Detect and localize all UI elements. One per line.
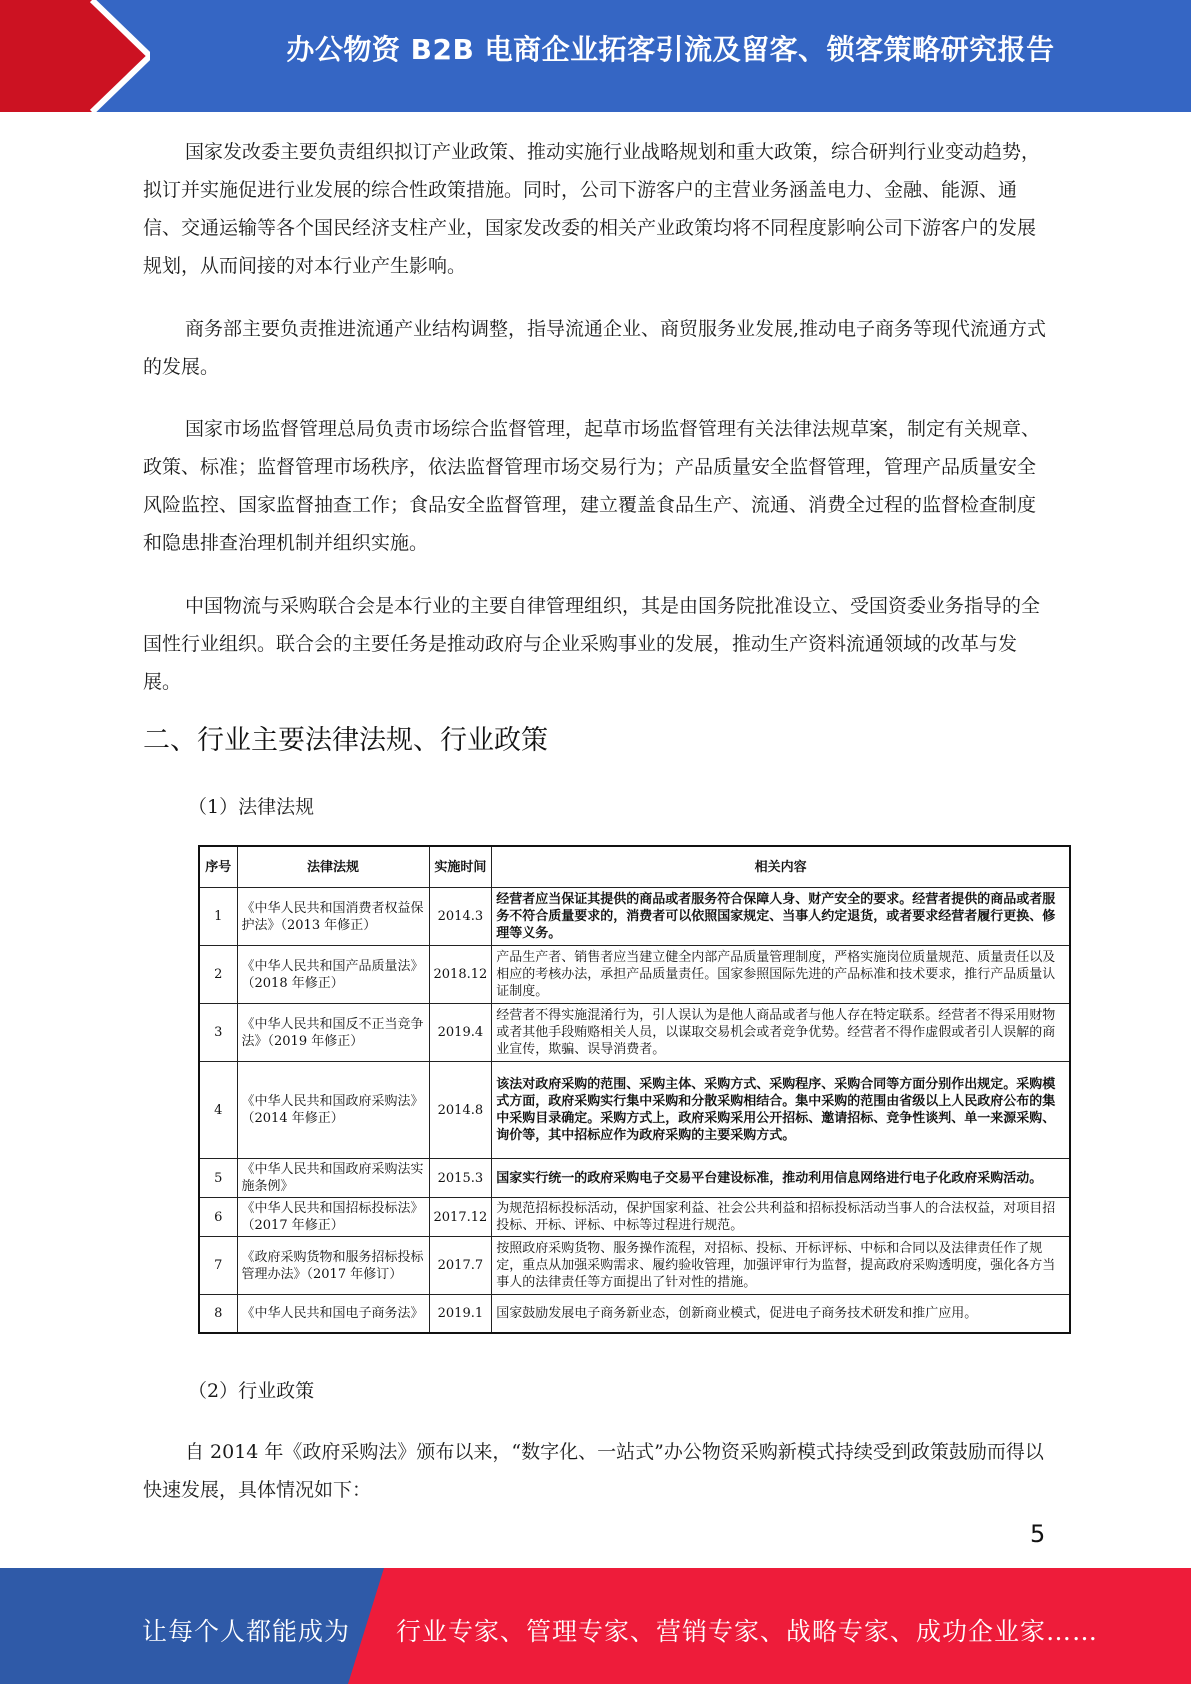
cell-no: 6: [199, 1198, 237, 1237]
table-row: [199, 1159, 1070, 1198]
subheading-policies: （2）行业政策: [188, 1380, 315, 1402]
cell-law: 《中华人民共和国政府采购法》（2014 年修正）: [237, 1062, 429, 1159]
cell-content: 国家实行统一的政府采购电子交易平台建设标准，推动利用信息网络进行电子化政府采购活动。: [492, 1159, 1070, 1198]
cell-law: 《中华人民共和国反不正当竞争法》（2019 年修正）: [237, 1004, 429, 1062]
header-no: 序号: [199, 846, 237, 888]
cell-no: 7: [199, 1237, 237, 1295]
cell-date: 2019.1: [429, 1295, 492, 1333]
page-number: 5: [1030, 1520, 1046, 1548]
table-row: [199, 946, 1070, 1004]
table-row: [199, 888, 1070, 946]
subheading-laws: （1）法律法规: [188, 796, 315, 818]
cell-no: 2: [199, 946, 237, 1004]
cell-law: 《中华人民共和国政府采购法实施条例》: [237, 1159, 429, 1198]
paragraph-policy-intro: 自 2014 年《政府采购法》颁布以来，“数字化、一站式”办公物资采购新模式持续受到政策鼓励而得以快速发展，具体情况如下：: [143, 1441, 1044, 1501]
cell-no: 8: [199, 1295, 237, 1333]
laws-table-wrapper: [198, 845, 1071, 1334]
cell-content: 经营者应当保证其提供的商品或者服务符合保障人身、财产安全的要求。经营者提供的商品或者服务不符合质量要求的，消费者可以依照国家规定、当事人约定退货，或者要求经营者履行更换、修理等义务。: [492, 888, 1070, 946]
laws-table: [198, 845, 1071, 1334]
cell-no: 4: [199, 1062, 237, 1159]
footer-slogan-left: 让每个人都能成为: [142, 1617, 351, 1646]
cell-date: 2018.12: [429, 946, 492, 1004]
cell-no: 3: [199, 1004, 237, 1062]
cell-content: 国家鼓励发展电子商务新业态，创新商业模式，促进电子商务技术研发和推广应用。: [492, 1295, 1070, 1333]
table-row: [199, 1062, 1070, 1159]
cell-date: 2015.3: [429, 1159, 492, 1198]
cell-law: 《中华人民共和国产品质量法》（2018 年修正）: [237, 946, 429, 1004]
cell-law: 《中华人民共和国招标投标法》（2017 年修正）: [237, 1198, 429, 1237]
cell-law: 《中华人民共和国消费者权益保护法》（2013 年修正）: [237, 888, 429, 946]
cell-date: 2014.3: [429, 888, 492, 946]
paragraph-mofcom: 商务部主要负责推进流通产业结构调整，指导流通企业、商贸服务业发展,推动电子商务等现代流通方式的发展。: [143, 318, 1047, 378]
table-row: [199, 1198, 1070, 1237]
cell-date: 2019.4: [429, 1004, 492, 1062]
cell-content: 产品生产者、销售者应当建立健全内部产品质量管理制度，严格实施岗位质量规范、质量责任以及相应的考核办法，承担产品质量责任。国家参照国际先进的产品标准和技术要求，推行产品质量认证制度。: [492, 946, 1070, 1004]
footer-slogan-right: 行业专家、管理专家、营销专家、战略专家、成功企业家……: [396, 1617, 1099, 1646]
header-law: 法律法规: [237, 846, 429, 888]
cell-law: 《中华人民共和国电子商务法》: [237, 1295, 429, 1333]
cell-no: 5: [199, 1159, 237, 1198]
paragraph-ndrc: 国家发改委主要负责组织拟订产业政策、推动实施行业战略规划和重大政策，综合研判行业变动趋势，拟订并实施促进行业发展的综合性政策措施。同时，公司下游客户的主营业务涵盖电力、金融、能源、通信、交通运输等各个国民经济支柱产业，国家发改委的相关产业政策均将不同程度影响公司下游客户的发展规划，从而间接的对本行业产生影响。: [143, 141, 1041, 277]
report-title: 办公物资 B2B 电商企业拓客引流及留客、锁客策略研究报告: [286, 33, 1055, 66]
table-header-row: [199, 846, 1070, 888]
table-row: [199, 1004, 1070, 1062]
cell-law: 《政府采购货物和服务招标投标管理办法》（2017 年修订）: [237, 1237, 429, 1295]
cell-content: 按照政府采购货物、服务操作流程，对招标、投标、开标评标、中标和合同以及法律责任作了规定，重点从加强采购需求、履约验收管理，加强评审行为监督，提高政府采购透明度，强化各方当事人的法律责任等方面提出了针对性的措施。: [492, 1237, 1070, 1295]
table-row: [199, 1295, 1070, 1333]
header-bar: [0, 0, 1191, 112]
cell-date: 2017.12: [429, 1198, 492, 1237]
cell-content: 经营者不得实施混淆行为，引人误认为是他人商品或者与他人存在特定联系。经营者不得采用财物或者其他手段贿赂相关人员，以谋取交易机会或者竞争优势。经营者不得作虚假或者引人误解的商业宣传，欺骗、误导消费者。: [492, 1004, 1070, 1062]
section-heading: 二、行业主要法律法规、行业政策: [143, 725, 548, 756]
paragraph-cflp: 中国物流与采购联合会是本行业的主要自律管理组织，其是由国务院批准设立、受国资委业务指导的全国性行业组织。联合会的主要任务是推动政府与企业采购事业的发展，推动生产资料流通领域的改革与发展。: [143, 595, 1041, 693]
header-arrow-graphic: [0, 0, 150, 112]
paragraph-samr: 国家市场监督管理总局负责市场综合监督管理，起草市场监督管理有关法律法规草案，制定有关规章、政策、标准；监督管理市场秩序，依法监督管理市场交易行为；产品质量安全监督管理，管理产品质量安全风险监控、国家监督抽查工作；食品安全监督管理，建立覆盖食品生产、流通、消费全过程的监督检查制度和隐患排查治理机制并组织实施。: [143, 418, 1041, 554]
cell-date: 2017.7: [429, 1237, 492, 1295]
header-date: 实施时间: [429, 846, 492, 888]
cell-content: 为规范招标投标活动，保护国家利益、社会公共利益和招标投标活动当事人的合法权益，对项目招投标、开标、评标、中标等过程进行规范。: [492, 1198, 1070, 1237]
cell-no: 1: [199, 888, 237, 946]
header-content: 相关内容: [492, 846, 1070, 888]
table-row: [199, 1237, 1070, 1295]
cell-date: 2014.8: [429, 1062, 492, 1159]
cell-content: 该法对政府采购的范围、采购主体、采购方式、采购程序、采购合同等方面分别作出规定。采购模式方面，政府采购实行集中采购和分散采购相结合。集中采购的范围由省级以上人民政府公布的集中采购目录确定。采购方式上，政府采购采用公开招标、邀请招标、竞争性谈判、单一来源采购、询价等，其中招标应作为政府采购的主要采购方式。: [492, 1062, 1070, 1159]
